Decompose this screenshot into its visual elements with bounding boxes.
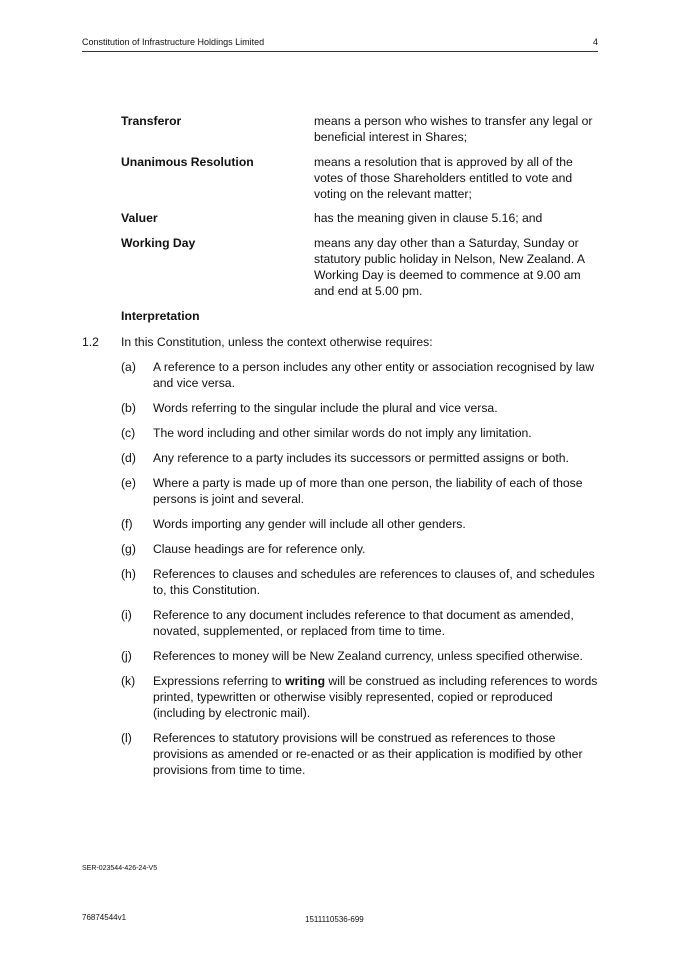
list-item [121, 673, 601, 721]
definitions-list [121, 113, 601, 307]
item-label: (k) [121, 674, 136, 688]
document-title: Constitution of Infrastructure Holdings Limited [82, 37, 265, 47]
item-label: (g) [121, 542, 136, 556]
item-text-bold: writing [285, 674, 326, 688]
clause-number: 1.2 [82, 335, 99, 349]
item-text: Any reference to a party includes its successors or permitted assigns or both. [153, 451, 569, 465]
section-heading: Interpretation [121, 309, 200, 323]
header-divider [82, 51, 598, 52]
item-label: (h) [121, 567, 136, 581]
list-item [121, 607, 601, 639]
list-item [121, 475, 601, 507]
list-item [121, 648, 601, 664]
item-text: Words referring to the singular include the plural and vice versa. [153, 401, 498, 415]
list-item [121, 516, 601, 532]
item-label: (e) [121, 476, 136, 490]
definition-term: Working Day [121, 235, 196, 250]
item-text: A reference to a person includes any other entity or association recognised by law and vice versa. [153, 360, 595, 390]
definition-term: Transferor [121, 114, 182, 128]
item-text [153, 673, 598, 721]
item-label: (f) [121, 517, 133, 531]
list-item [121, 566, 601, 598]
list-item [121, 541, 601, 557]
definition-text: means a person who wishes to transfer any legal or beneficial interest in Shares; [314, 114, 593, 144]
item-text-part: Expressions referring to [153, 674, 286, 688]
item-label: (i) [121, 608, 132, 622]
footer-doc-id: 76874544v1 [82, 913, 127, 922]
item-text: References to money will be New Zealand currency, unless specified otherwise. [153, 649, 583, 663]
definition-row [121, 113, 601, 145]
item-text: Clause headings are for reference only. [153, 542, 366, 556]
item-text: The word including and other similar words do not imply any limitation. [153, 426, 532, 440]
item-label: (d) [121, 451, 136, 465]
footer-doc-number: 1511110536-699 [305, 915, 364, 924]
list-item [121, 425, 601, 441]
definition-text: means a resolution that is approved by all of the votes of those Shareholders entitled to vote and voting on the relevant matter; [314, 154, 573, 201]
definition-row [121, 235, 601, 299]
definition-row [121, 210, 601, 226]
definition-text: means any day other than a Saturday, Sunday or statutory public holiday in Nelson, New Zealand. A Working Day is deemed to commence at 9.00 am and end at 5.00 pm. [314, 235, 585, 298]
item-text: Words importing any gender will include all other genders. [153, 517, 466, 531]
clause-text: In this Constitution, unless the context otherwise requires: [121, 335, 433, 349]
list-item [121, 450, 601, 466]
page-number: 4 [592, 37, 598, 47]
item-text: Reference to any document includes reference to that document as amended, novated, supplemented, or replaced from time to time. [153, 608, 574, 638]
definition-row [121, 154, 601, 202]
item-label: (j) [121, 649, 132, 663]
list-item [121, 400, 601, 416]
definition-term: Valuer [121, 211, 158, 225]
item-label: (a) [121, 360, 136, 374]
item-label: (b) [121, 401, 136, 415]
item-text: References to statutory provisions will be construed as references to those provisions as amended or re-enacted or as their application is modified by other provisions from time to time. [153, 731, 583, 777]
item-text-part: will be construed as including references to words printed, typewritten or otherwise visibly represented, copied or reproduced (including by electronic mail). [153, 674, 598, 720]
item-text: Where a party is made up of more than one person, the liability of each of those persons is joint and several. [153, 476, 583, 506]
definition-term: Unanimous Resolution [121, 154, 254, 169]
list-item [121, 730, 601, 778]
footer-reference: SER-023544-426-24-V5 [82, 865, 158, 872]
item-label: (l) [121, 731, 132, 745]
item-label: (c) [121, 426, 136, 440]
item-text: References to clauses and schedules are references to clauses of, and schedules to, this Constitution. [153, 567, 595, 597]
list-item [121, 359, 601, 391]
definition-text: has the meaning given in clause 5.16; and [314, 211, 543, 225]
interpretation-list [121, 359, 601, 787]
